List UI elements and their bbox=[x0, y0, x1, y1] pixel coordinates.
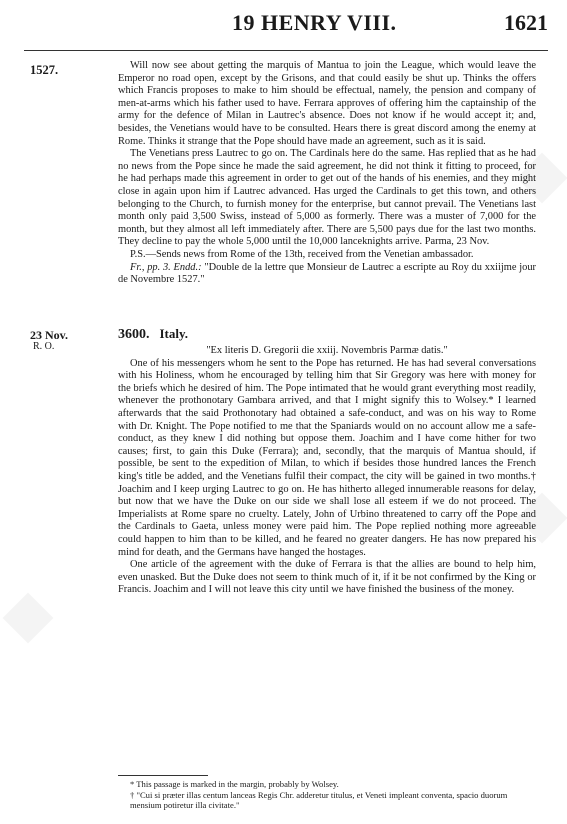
running-header-title: 19 HENRY VIII. bbox=[232, 10, 397, 35]
footnote-2: † "Cui si præter illas centum lanceas Regis Chr. adderetur titulus, et Veneti impleant conventa, spacio duorum mensium potiretur illa civitate." bbox=[130, 789, 508, 811]
margin-year: 1527. bbox=[30, 63, 59, 77]
letter-caption: "Ex literis D. Gregorii die xxiij. Novembris Parmæ datis." bbox=[206, 345, 448, 356]
footnote-divider bbox=[118, 775, 208, 776]
entry-source: R. O. bbox=[33, 341, 55, 352]
header-divider bbox=[24, 50, 548, 51]
endorsement-label: Fr., pp. 3. Endd.: bbox=[130, 261, 202, 273]
watermark-diamond-3 bbox=[3, 593, 54, 644]
section-lautrec-letter bbox=[118, 60, 536, 287]
entry-number: 3600. bbox=[118, 327, 150, 342]
entry-country: Italy. bbox=[159, 326, 189, 341]
paragraph-mantua: Will now see about getting the marquis of Mantua to join the League, which would leave the Emperor no road open, except by the Grisons, and that could easily be shut up. Thinks the offers which Francis proposes to make to him should be effectual, namely, the pension and company of men-at-arms which his father used to have. Ferrara approves of offering him the captainship of the army for the defence of Milan in Lautrec's absence. Does not know if he would accept it; and, besides, the Venetians would have to be consulted. Hears there is great discord among the enemy at Rome. Thinks it strange that the Pope should have made an agreement, such as it is said. bbox=[118, 60, 536, 147]
page-number: 1621 bbox=[504, 10, 548, 35]
section-gregory-letter bbox=[118, 345, 536, 597]
paragraph-messengers: One of his messengers whom he sent to the Pope has returned. He has had several conversations with his Holiness, whom he encouraged by telling him that Sir Gregory was here with money for the briefs which he desired of him. The Pope intimated that he would grant everything most readily, whenever the prothonotary Gambara arrived, and that I might signify this to Wolsey.* I learned afterwards that the said Prothonotary had obtained a safe-conduct, and was on his way to Rome with Dr. Knight. The Pope notified to me that the Spaniards would on no account allow me a safe-conduct, as they knew I did nothing but oppose them. Joachim and I have come hither for two causes; first, to gain this Duke (Ferrara); and, secondly, that the marquis of Mantua should, if possible, be sent to the expedition of Milan, to which if besides those hundred lances the French king's title be added, and the Venetians fulfil their compact, the city will be gained in two months.† Joachim and I keep urging Lautrec to go on. He has hitherto alleged innumerable reasons for delay, but now that we have the Duke on our side we shall lose all esteem if we do not proceed. The Imperialists at Rome spare no cruelty. Lately, John of Urbino threatened to carry off the Pope and the Cardinals to Gaeta, unless money were paid him. The Pope replied nothing more agreeable could happen to him than to be killed, and he feared no greater dangers. He has now prepared his mind for death, and the Germans have hanged the hostages. bbox=[118, 357, 536, 558]
footnote-1: * This passage is marked in the margin, probably by Wolsey. bbox=[130, 779, 339, 789]
entry-heading bbox=[118, 326, 188, 343]
paragraph-postscript: P.S.—Sends news from Rome of the 13th, received from the Venetian ambassador. bbox=[130, 248, 474, 260]
paragraph-ferrara-agreement: One article of the agreement with the duke of Ferrara is that the allies are bound to help him, even unasked. But the Duke does not seem to think much of it, if it be not confirmed by the King or Francis. Joachim and I will not leave this city until we have finished the business of the money. bbox=[118, 559, 536, 596]
footnotes bbox=[130, 779, 540, 811]
entry-date: 23 Nov. bbox=[30, 328, 69, 342]
paragraph-venetians: The Venetians press Lautrec to go on. The Cardinals here do the same. Has replied that as he had no news from the Pope since he made the said agreement, he did not think it fitting to proceed, for he had perhaps made this agreement in order to get out of the hands of his enemies, and they might close in again upon him if Lautrec advanced. Has urged the Cardinals to get this town, and others belonging to the Church, to furnish money for the enterprise, but cannot prevail. The Venetians last month only paid 3,500 Swiss, instead of 5,000 as formerly. There was a muster of 7,000 for the month, but they almost all left immediately after. There are 5,500 pays due for the last two months. They decline to pay the whole 5,000 until the 10,000 lanceknights arrive. Parma, 23 Nov. bbox=[118, 148, 536, 248]
paragraph-endorsement bbox=[118, 262, 536, 287]
endorsement-text: "Double de la lettre que Monsieur de Lautrec a escripte au Roy du xxiijme jour de Novembre 1527." bbox=[118, 261, 536, 286]
